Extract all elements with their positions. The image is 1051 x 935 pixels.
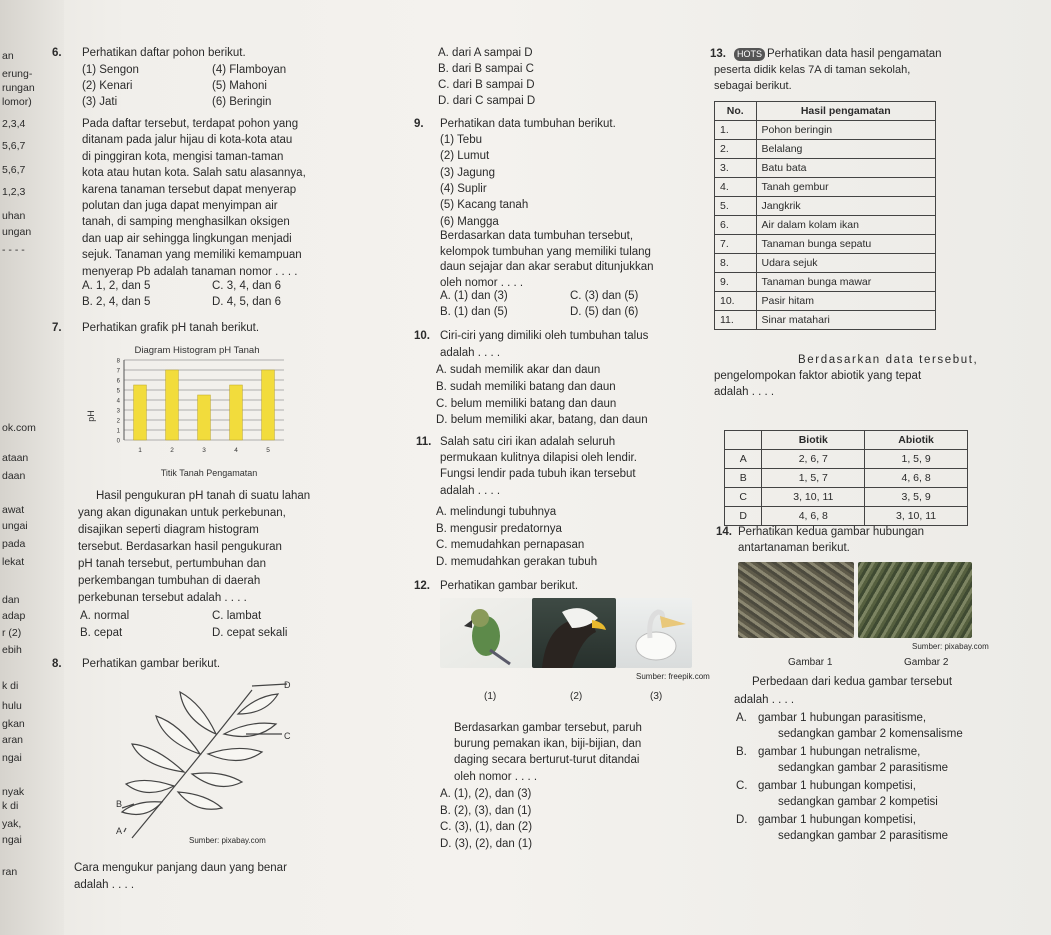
table-row — [715, 216, 936, 235]
prev-option[interactable]: C. dari B sampai D — [438, 79, 535, 91]
row-observation: Pasir hitam — [756, 292, 936, 311]
answer-col-biotik: Biotik — [762, 431, 865, 450]
q7-text-line: yang akan digunakan untuk perkebunan, — [78, 507, 286, 519]
prev-option[interactable]: A. dari A sampai D — [438, 47, 533, 59]
q14-option-letter[interactable]: B. — [736, 746, 747, 758]
q6-text-line: sejuk. Tanaman yang memiliki kemampuan — [82, 249, 302, 262]
margin-fragment: dan — [2, 594, 20, 606]
margin-fragment: 5,6,7 — [2, 164, 26, 176]
margin-fragment: awat — [2, 504, 25, 516]
row-observation: Batu bata — [756, 159, 936, 178]
bird-photo-2 — [532, 598, 616, 668]
q6-text-line: kota atau hutan kota. Salah satu alasannya, — [82, 167, 306, 180]
q8-text-line: adalah . . . . — [74, 879, 135, 891]
q7-text-line: pH tanah tersebut, pertumbuhan dan — [78, 558, 266, 570]
table-row — [715, 273, 936, 292]
margin-fragment: pada — [2, 538, 26, 550]
q13-after-line: pengelompokan faktor abiotik yang tepat — [714, 370, 922, 382]
q12-option[interactable]: D. (3), (2), dan (1) — [440, 837, 533, 850]
answer-biotik: 2, 6, 7 — [762, 450, 865, 469]
q11-option[interactable]: D. memudahkan gerakan tubuh — [436, 555, 598, 568]
answer-abiotik: 4, 6, 8 — [865, 469, 968, 488]
y-tick-label: 4 — [116, 398, 120, 405]
q9-item: (3) Jagung — [440, 166, 495, 179]
q14-question-line: Perbedaan dari kedua gambar tersebut — [752, 676, 953, 688]
answer-biotik: 4, 6, 8 — [762, 507, 865, 526]
q7-option-a[interactable]: A. normal — [80, 610, 130, 622]
q6-text-line: menyerap Pb adalah tanaman nomor . . . . — [82, 265, 298, 278]
margin-fragment: 1,2,3 — [2, 186, 26, 198]
row-number: 8. — [715, 254, 757, 273]
q7-intro: Perhatikan grafik pH tanah berikut. — [82, 322, 260, 334]
table-row — [715, 292, 936, 311]
q7-option-c[interactable]: C. lambat — [212, 610, 262, 622]
bar — [198, 395, 211, 440]
q9-number: 9. — [414, 118, 424, 130]
q12-caption-3: (3) — [650, 691, 663, 702]
row-number: 1. — [715, 121, 757, 140]
q14-option-letter[interactable]: C. — [736, 780, 748, 792]
row-number: 2. — [715, 140, 757, 159]
q9-text-line: oleh nomor . . . . — [440, 276, 524, 289]
answer-letter[interactable]: B — [725, 469, 762, 488]
row-number: 6. — [715, 216, 757, 235]
q12-number: 12. — [414, 580, 430, 592]
q9-text-line: Berdasarkan data tumbuhan tersebut, — [440, 230, 634, 242]
q9-option-c[interactable]: C. (3) dan (5) — [570, 290, 639, 302]
y-tick-label: 7 — [116, 368, 120, 375]
q10-number: 10. — [414, 330, 430, 342]
q9-option-d[interactable]: D. (5) dan (6) — [570, 306, 639, 318]
q8-text-line: Cara mengukur panjang daun yang benar — [74, 862, 287, 874]
q11-option[interactable]: A. melindungi tubuhnya — [436, 506, 557, 518]
margin-fragment: ebih — [2, 644, 22, 656]
q14-option-text[interactable]: gambar 1 hubungan kompetisi, — [758, 814, 916, 826]
margin-fragment: daan — [2, 470, 26, 482]
q7-text-line: perkebunan tersebut adalah . . . . — [78, 592, 247, 604]
x-tick-label: 5 — [266, 447, 270, 454]
y-tick-label: 5 — [116, 388, 120, 395]
q12-caption-1: (1) — [484, 691, 497, 702]
margin-fragment: ngai — [2, 752, 22, 764]
q14-option-letter[interactable]: D. — [736, 814, 748, 826]
margin-fragment: an — [2, 50, 14, 62]
margin-fragment: k di — [2, 680, 19, 692]
q8-number: 8. — [52, 658, 62, 670]
table-row — [715, 159, 936, 178]
prev-option[interactable]: B. dari B sampai C — [438, 63, 534, 75]
q11-option[interactable]: C. memudahkan pernapasan — [436, 539, 585, 551]
q14-option-text[interactable]: sedangkan gambar 2 komensalisme — [778, 728, 963, 740]
q11-option[interactable]: B. mengusir predatornya — [436, 522, 562, 535]
answer-abiotik: 3, 5, 9 — [865, 488, 968, 507]
q6-text-line: Pada daftar tersebut, terdapat pohon yang — [82, 118, 299, 130]
q8-source: Sumber: pixabay.com — [189, 836, 266, 845]
row-observation: Belalang — [756, 140, 936, 159]
q6-text-line: polutan dan juga dapat menyimpan air — [82, 200, 278, 212]
q10-option[interactable]: C. belum memiliki batang dan daun — [436, 397, 617, 410]
q7-text-line: perkembangan tumbuhan di daerah — [78, 575, 261, 587]
q14-caption-1: Gambar 1 — [788, 657, 833, 668]
bar — [230, 385, 243, 440]
margin-fragment: nyak — [2, 786, 25, 798]
row-number: 9. — [715, 273, 757, 292]
bar — [134, 385, 147, 440]
q7-option-d[interactable]: D. cepat sekali — [212, 627, 288, 639]
margin-fragment: yak, — [2, 818, 22, 830]
x-tick-label: 1 — [138, 447, 142, 454]
margin-fragment: ungan — [2, 226, 32, 238]
q6-item: (1) Sengon — [82, 64, 139, 76]
q6-item: (4) Flamboyan — [212, 64, 287, 76]
bird-photo-1 — [440, 598, 532, 668]
q6-text-line: karena tanaman tersebut dapat menyerap — [82, 183, 297, 196]
q13-text-line: Perhatikan data hasil pengamatan — [767, 48, 942, 60]
q14-option-letter[interactable]: A. — [736, 712, 747, 724]
q11-text-line: Salah satu ciri ikan adalah seluruh — [440, 436, 616, 448]
q14-text-line: Perhatikan kedua gambar hubungan — [738, 526, 925, 538]
q9-option-b[interactable]: B. (1) dan (5) — [440, 306, 508, 318]
answer-row[interactable] — [725, 507, 968, 526]
q7-text-line: Hasil pengukuran pH tanah di suatu lahan — [96, 490, 311, 502]
margin-fragment: ataan — [2, 452, 29, 464]
leaf-label-b: B — [116, 799, 123, 809]
q13-text-line: sebagai berikut. — [714, 80, 792, 92]
y-tick-label: 8 — [116, 358, 120, 365]
q12-caption-2: (2) — [570, 691, 583, 702]
table-row — [715, 140, 936, 159]
margin-fragment: 5,6,7 — [2, 140, 26, 152]
col-no: No. — [715, 102, 757, 121]
q14-option-text[interactable]: gambar 1 hubungan kompetisi, — [758, 780, 916, 792]
margin-fragment: hulu — [2, 700, 22, 712]
prev-option[interactable]: D. dari C sampai D — [438, 95, 536, 107]
q14-option-text[interactable]: sedangkan gambar 2 parasitisme — [778, 830, 949, 842]
y-tick-label: 2 — [116, 418, 120, 425]
margin-fragment: ran — [2, 866, 18, 878]
margin-fragment: adap — [2, 610, 26, 622]
answer-col-letter — [725, 431, 762, 450]
q9-item: (6) Mangga — [440, 215, 499, 228]
q6-option-d[interactable]: D. 4, 5, dan 6 — [212, 296, 282, 308]
q7-option-b[interactable]: B. cepat — [80, 627, 123, 639]
observation-table — [714, 101, 936, 330]
margin-fragment: ungai — [2, 520, 28, 532]
answer-abiotik: 3, 10, 11 — [865, 507, 968, 526]
leaf-measurement-figure — [112, 676, 312, 846]
plant-photo-1 — [738, 562, 854, 638]
row-observation: Sinar matahari — [756, 311, 936, 330]
answer-abiotik: 1, 5, 9 — [865, 450, 968, 469]
answer-letter[interactable]: D — [725, 507, 762, 526]
q7-number: 7. — [52, 322, 62, 334]
q10-option[interactable]: D. belum memiliki akar, batang, dan daun — [436, 414, 648, 427]
q9-text-line: daun sejajar dan akar serabut ditunjukkan — [440, 261, 654, 273]
q10-option[interactable]: A. sudah memilik akar dan daun — [436, 364, 601, 376]
q11-text-line: Fungsi lendir pada tubuh ikan tersebut — [440, 468, 636, 481]
q12-intro: Perhatikan gambar berikut. — [440, 580, 579, 592]
q11-text-line: adalah . . . . — [440, 484, 501, 497]
q13-after-line: Berdasarkan data tersebut, — [798, 354, 979, 366]
q6-option-b[interactable]: B. 2, 4, dan 5 — [82, 296, 151, 308]
q14-option-text[interactable]: gambar 1 hubungan netralisme, — [758, 746, 921, 758]
q6-text-line: tanah, di samping menghasilkan oksigen — [82, 216, 290, 229]
leaf-label-c: C — [284, 731, 291, 741]
row-number: 7. — [715, 235, 757, 254]
table-row — [715, 235, 936, 254]
plant-photo-2 — [858, 562, 972, 638]
margin-fragment: uhan — [2, 210, 26, 222]
bar — [262, 370, 275, 440]
answer-row[interactable] — [725, 450, 968, 469]
q6-option-a[interactable]: A. 1, 2, dan 5 — [82, 280, 151, 292]
y-tick-label: 6 — [116, 378, 120, 385]
q12-text-line: burung pemakan ikan, biji-bijian, dan — [454, 738, 642, 751]
q14-option-text[interactable]: sedangkan gambar 2 parasitisme — [778, 762, 949, 774]
margin-fragment: gkan — [2, 718, 25, 730]
q12-option[interactable]: C. (3), (1), dan (2) — [440, 821, 533, 833]
q6-item: (6) Beringin — [212, 96, 272, 108]
answer-table — [724, 430, 968, 526]
q7-text-line: disajikan seperti diagram histogram — [78, 524, 259, 536]
x-tick-label: 3 — [202, 447, 206, 454]
q6-intro: Perhatikan daftar pohon berikut. — [82, 47, 246, 59]
row-observation: Air dalam kolam ikan — [756, 216, 936, 235]
y-tick-label: 3 — [116, 408, 120, 415]
ph-histogram-chart — [84, 340, 310, 482]
q14-question-line: adalah . . . . — [734, 694, 795, 706]
q9-item: (1) Tebu — [440, 134, 482, 146]
q10-text-line: Ciri-ciri yang dimiliki oleh tumbuhan talus — [440, 330, 649, 342]
chart-xlabel: Titik Tanah Pengamatan — [160, 468, 258, 478]
answer-letter[interactable]: C — [725, 488, 762, 507]
margin-fragment: lomor) — [2, 96, 32, 108]
q9-text-line: kelompok tumbuhan yang memiliki tulang — [440, 245, 651, 258]
margin-fragment: lekat — [2, 556, 25, 568]
margin-fragment: - - - - — [2, 244, 25, 256]
q6-option-c[interactable]: C. 3, 4, dan 6 — [212, 280, 282, 292]
row-observation: Jangkrik — [756, 197, 936, 216]
q6-item: (3) Jati — [82, 96, 118, 108]
q13-after-line: adalah . . . . — [714, 386, 775, 398]
row-observation: Tanaman bunga mawar — [756, 273, 936, 292]
q9-item: (4) Suplir — [440, 182, 487, 195]
q14-source: Sumber: pixabay.com — [912, 642, 989, 651]
q11-text-line: permukaan kulitnya dilapisi oleh lendir. — [440, 452, 637, 465]
row-observation: Tanaman bunga sepatu — [756, 235, 936, 254]
q8-intro: Perhatikan gambar berikut. — [82, 658, 221, 670]
row-number: 3. — [715, 159, 757, 178]
margin-fragment: rungan — [2, 82, 35, 94]
q11-number: 11. — [416, 436, 432, 448]
q6-text-line: ditanam pada jalur hijau di kota-kota atau — [82, 134, 293, 147]
q9-item: (2) Lumut — [440, 150, 490, 163]
table-row — [715, 311, 936, 330]
q6-number: 6. — [52, 47, 62, 59]
answer-biotik: 1, 5, 7 — [762, 469, 865, 488]
row-observation: Pohon beringin — [756, 121, 936, 140]
q13-number: 13. — [710, 48, 726, 60]
table-row — [715, 197, 936, 216]
answer-biotik: 3, 10, 11 — [762, 488, 865, 507]
hots-badge: HOTS — [734, 48, 765, 61]
margin-fragment: 2,3,4 — [2, 118, 26, 130]
chart-ylabel: pH — [86, 410, 96, 422]
q12-option[interactable]: B. (2), (3), dan (1) — [440, 804, 532, 817]
q14-number: 14. — [716, 526, 732, 538]
y-tick-label: 1 — [116, 428, 120, 435]
q6-text-line: di pinggiran kota, mengisi taman-taman — [82, 150, 284, 163]
bar — [166, 370, 179, 440]
margin-fragment: erung- — [2, 68, 33, 80]
col-result: Hasil pengamatan — [756, 102, 936, 121]
q12-source: Sumber: freepik.com — [636, 672, 710, 681]
leaf-branch-icon — [122, 684, 287, 838]
q6-item: (5) Mahoni — [212, 80, 267, 92]
margin-fragment: r (2) — [2, 627, 22, 639]
q12-option[interactable]: A. (1), (2), dan (3) — [440, 788, 532, 800]
chart-title: Diagram Histogram pH Tanah — [134, 345, 260, 356]
y-tick-label: 0 — [116, 438, 120, 445]
leaf-label-d: D — [284, 680, 291, 690]
row-number: 10. — [715, 292, 757, 311]
q10-option[interactable]: B. sudah memiliki batang dan daun — [436, 380, 616, 393]
margin-fragment: aran — [2, 734, 24, 746]
q6-text-line: dan uap air sehingga lingkungan menjadi — [82, 232, 292, 245]
row-observation: Udara sejuk — [756, 254, 936, 273]
q9-intro: Perhatikan data tumbuhan berikut. — [440, 118, 616, 130]
bird-photo-3 — [616, 598, 692, 668]
q7-text-line: tersebut. Berdasarkan hasil pengukuran — [78, 541, 282, 553]
answer-letter[interactable]: A — [725, 450, 762, 469]
answer-row[interactable] — [725, 488, 968, 507]
leaf-label-a: A — [116, 826, 123, 836]
q9-item: (5) Kacang tanah — [440, 199, 529, 212]
q12-text-line: oleh nomor . . . . — [454, 770, 538, 783]
margin-fragment: ngai — [2, 834, 22, 846]
q14-option-text[interactable]: sedangkan gambar 2 kompetisi — [778, 796, 938, 808]
x-tick-label: 4 — [234, 447, 238, 454]
table-row — [715, 254, 936, 273]
row-observation: Tanah gembur — [756, 178, 936, 197]
row-number: 4. — [715, 178, 757, 197]
q14-text-line: antartanaman berikut. — [738, 542, 850, 554]
table-row — [715, 178, 936, 197]
q14-option-text[interactable]: gambar 1 hubungan parasitisme, — [758, 712, 927, 724]
margin-fragment: k di — [2, 800, 19, 812]
q9-option-a[interactable]: A. (1) dan (3) — [440, 290, 508, 302]
q13-text-line: peserta didik kelas 7A di taman sekolah, — [714, 64, 911, 76]
q14-caption-2: Gambar 2 — [904, 657, 949, 668]
q6-item: (2) Kenari — [82, 80, 133, 92]
row-number: 11. — [715, 311, 757, 330]
q12-text-line: daging secara berturut-turut ditandai — [454, 754, 640, 767]
margin-fragment: ok.com — [2, 422, 36, 434]
q10-text-line: adalah . . . . — [440, 347, 501, 359]
table-row — [715, 121, 936, 140]
answer-col-abiotik: Abiotik — [865, 431, 968, 450]
q12-text-line: Berdasarkan gambar tersebut, paruh — [454, 722, 642, 734]
row-number: 5. — [715, 197, 757, 216]
x-tick-label: 2 — [170, 447, 174, 454]
answer-row[interactable] — [725, 469, 968, 488]
q13-header — [734, 48, 942, 61]
